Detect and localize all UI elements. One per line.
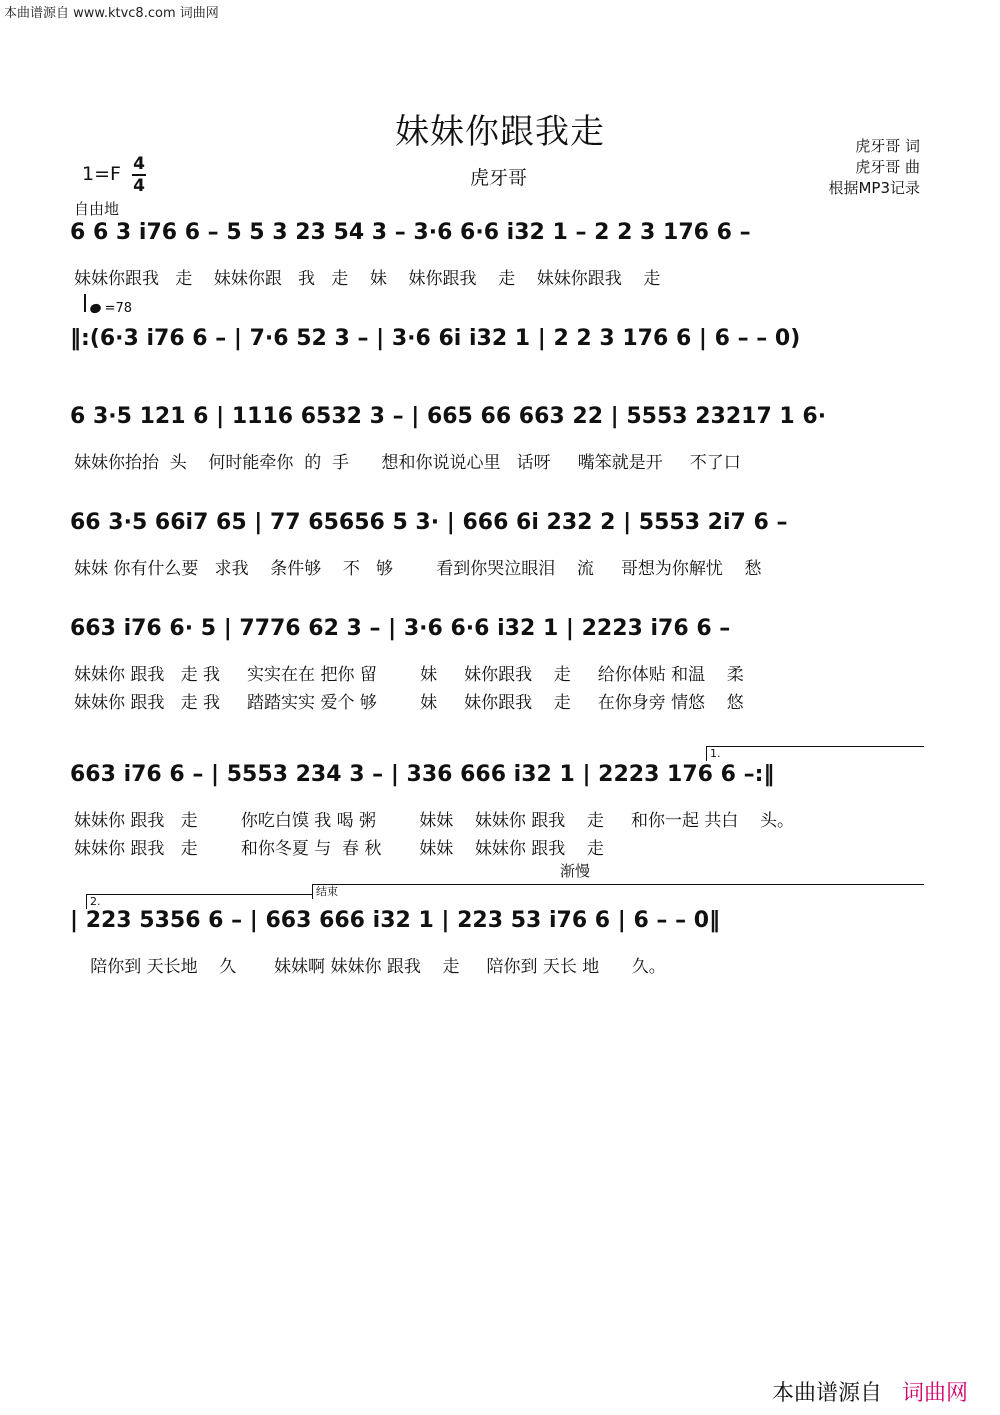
- tempo-value: =78: [104, 301, 133, 316]
- notes-line-4: 66 3·5 66i7 65 | 77 65656 5 3· | 666 6i 232 2 | 5553 2i7 6 –: [70, 510, 788, 535]
- notation-credit: 根据MP3记录: [828, 179, 920, 197]
- volta-1: 1.: [706, 746, 924, 761]
- lyrics-line-1: 妹妹你跟我 走 妹妹你跟 我 走 妹 妹你跟我 走 妹妹你跟我 走: [74, 269, 661, 289]
- notes-line-5: 663 i76 6· 5 | 7776 62 3 – | 3·6 6·6 i32 1 | 2223 i76 6 –: [70, 616, 731, 641]
- tempo-marking: [86, 298, 132, 316]
- lyrics-line-5a: 妹妹你 跟我 走 我 实实在在 把你 留 妹 妹你跟我 走 给你体贴 和温 柔: [74, 665, 744, 685]
- volta-2: 2.: [86, 894, 312, 909]
- key-signature: 1=F: [82, 163, 121, 185]
- lyrics-line-6a: 妹妹你 跟我 走 你吃白馍 我 喝 粥 妹妹 妹妹你 跟我 走 和你一起 共白 头。: [74, 811, 794, 831]
- quarter-note-head-icon: [88, 302, 101, 314]
- lyricist-credit: 虎牙哥 词: [855, 137, 920, 155]
- ending-bracket: 结束: [312, 884, 924, 899]
- free-time-marking: 自由地: [74, 200, 120, 218]
- singer-name: 虎牙哥: [470, 167, 528, 189]
- lyrics-line-5b: 妹妹你 跟我 走 我 踏踏实实 爱个 够 妹 妹你跟我 走 在你身旁 情悠 悠: [74, 693, 744, 713]
- time-signature-top: 4: [133, 154, 145, 174]
- notes-line-6: 663 i76 6 – | 5553 234 3 – | 336 666 i32 1 | 2223 176 6 –:‖: [70, 762, 775, 787]
- footer-brand-link[interactable]: 词曲网: [901, 1381, 968, 1406]
- composer-credit: 虎牙哥 曲: [855, 158, 920, 176]
- credits: [828, 136, 920, 199]
- notes-line-7: | 223 5356 6 – | 663 666 i32 1 | 223 53 i76 6 | 6 – – 0‖: [70, 908, 721, 933]
- footer-source-text: 本曲谱源自: [771, 1381, 882, 1406]
- song-title: 妹妹你跟我走: [395, 112, 605, 152]
- notes-line-1: 6 6 3 i76 6 – 5 5 3 23 54 3 – 3·6 6·6 i32 1 – 2 2 3 176 6 –: [70, 220, 751, 245]
- ritardando-marking: 渐慢: [560, 862, 591, 880]
- lyrics-line-4: 妹妹 你有什么要 求我 条件够 不 够 看到你哭泣眼泪 流 哥想为你解忧 愁: [74, 559, 762, 579]
- lyrics-line-7: 陪你到 天长地 久 妹妹啊 妹妹你 跟我 走 陪你到 天长 地 久。: [74, 957, 666, 977]
- time-signature-bottom: 4: [133, 175, 145, 196]
- quarter-note-icon: [84, 294, 86, 312]
- notes-line-3: 6 3·5 121 6 | 1116 6532 3 – | 665 66 663 22 | 5553 23217 1 6·: [70, 404, 827, 429]
- lyrics-line-6b: 妹妹你 跟我 走 和你冬夏 与 春 秋 妹妹 妹妹你 跟我 走: [74, 839, 604, 859]
- lyrics-line-3: 妹妹你抬抬 头 何时能牵你 的 手 想和你说说心里 话呀 嘴笨就是开 不了口: [74, 453, 741, 473]
- time-signature: [132, 155, 146, 195]
- source-header: 本曲谱源自 www.ktvc8.com 词曲网: [4, 6, 219, 21]
- source-footer: [772, 1376, 968, 1407]
- notes-line-2: ‖:(6·3 i76 6 – | 7·6 52 3 – | 3·6 6i i32 1 | 2 2 3 176 6 | 6 – – 0): [70, 326, 801, 351]
